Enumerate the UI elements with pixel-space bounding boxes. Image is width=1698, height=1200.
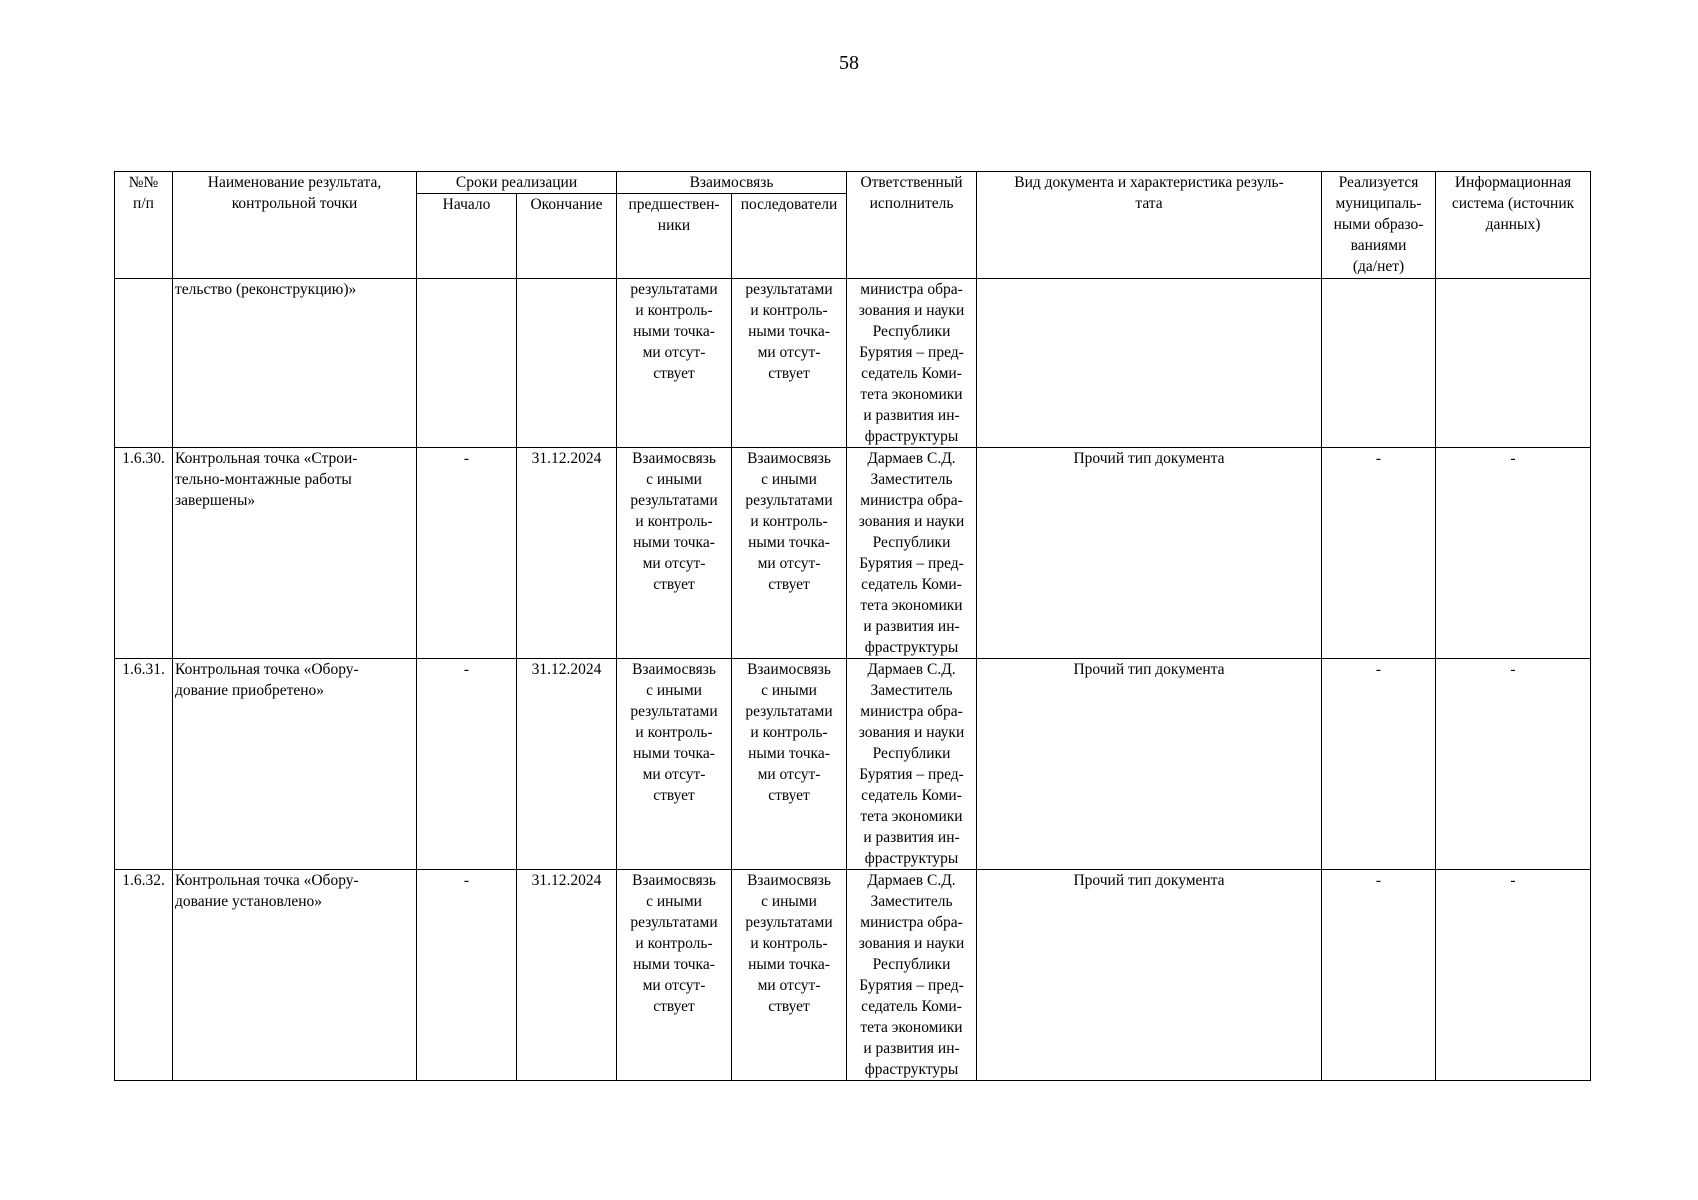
row-start: - xyxy=(417,870,517,1081)
row-doc-type: Прочий тип документа xyxy=(977,870,1322,1081)
header-start: Начало xyxy=(417,194,517,279)
header-end: Окончание xyxy=(517,194,617,279)
row-successors: Взаимосвязь с иными результатами и контроль- ными точка- ми отсут- ствует xyxy=(732,870,847,1081)
header-successors: последователи xyxy=(732,194,847,279)
row-municipal: - xyxy=(1322,448,1436,659)
table-row xyxy=(115,870,1591,1081)
header-doc-type: Вид документа и характеристика резуль- тата xyxy=(977,172,1322,279)
header-municipal: Реализуется муниципаль- ными образо- ваниями (да/нет) xyxy=(1322,172,1436,279)
row-predecessors: Взаимосвязь с иными результатами и контроль- ными точка- ми отсут- ствует xyxy=(617,870,732,1081)
row-name: тельство (реконструкцию)» xyxy=(173,279,417,448)
row-predecessors: Взаимосвязь с иными результатами и контроль- ными точка- ми отсут- ствует xyxy=(617,448,732,659)
row-successors: Взаимосвязь с иными результатами и контроль- ными точка- ми отсут- ствует xyxy=(732,448,847,659)
header-responsible: Ответственный исполнитель xyxy=(847,172,977,279)
header-name: Наименование результата, контрольной точки xyxy=(173,172,417,279)
row-predecessors: результатами и контроль- ными точка- ми отсут- ствует xyxy=(617,279,732,448)
row-predecessors: Взаимосвязь с иными результатами и контроль- ными точка- ми отсут- ствует xyxy=(617,659,732,870)
header-info-system: Информационная система (источник данных) xyxy=(1436,172,1591,279)
row-responsible: Дармаев С.Д. Заместитель министра обра- зования и науки Республики Бурятия – пред- седатель Коми- тета экономики и развития ин- фраструктуры xyxy=(847,659,977,870)
row-num: 1.6.32. xyxy=(115,870,173,1081)
row-info-system: - xyxy=(1436,448,1591,659)
table-row xyxy=(115,659,1591,870)
header-terms: Сроки реализации xyxy=(417,172,617,194)
row-name: Контрольная точка «Обору- дование приобретено» xyxy=(173,659,417,870)
row-responsible: Дармаев С.Д. Заместитель министра обра- зования и науки Республики Бурятия – пред- седатель Коми- тета экономики и развития ин- фраструктуры xyxy=(847,870,977,1081)
row-successors: результатами и контроль- ными точка- ми отсут- ствует xyxy=(732,279,847,448)
row-doc-type: Прочий тип документа xyxy=(977,659,1322,870)
table-row xyxy=(115,279,1591,448)
row-num: 1.6.30. xyxy=(115,448,173,659)
header-predecessors: предшествен- ники xyxy=(617,194,732,279)
row-end xyxy=(517,279,617,448)
row-info-system: - xyxy=(1436,659,1591,870)
row-start xyxy=(417,279,517,448)
row-doc-type xyxy=(977,279,1322,448)
row-end: 31.12.2024 xyxy=(517,870,617,1081)
row-municipal: - xyxy=(1322,659,1436,870)
row-num: 1.6.31. xyxy=(115,659,173,870)
table-row xyxy=(115,448,1591,659)
row-start: - xyxy=(417,659,517,870)
row-name: Контрольная точка «Строи- тельно-монтажные работы завершены» xyxy=(173,448,417,659)
row-end: 31.12.2024 xyxy=(517,448,617,659)
header-num: №№ п/п xyxy=(115,172,173,279)
row-municipal xyxy=(1322,279,1436,448)
row-municipal: - xyxy=(1322,870,1436,1081)
results-table xyxy=(114,171,1591,1081)
row-name: Контрольная точка «Обору- дование установлено» xyxy=(173,870,417,1081)
row-num xyxy=(115,279,173,448)
row-responsible: министра обра- зования и науки Республики Бурятия – пред- седатель Коми- тета экономики и развития ин- фраструктуры xyxy=(847,279,977,448)
row-responsible: Дармаев С.Д. Заместитель министра обра- зования и науки Республики Бурятия – пред- седатель Коми- тета экономики и развития ин- фраструктуры xyxy=(847,448,977,659)
row-doc-type: Прочий тип документа xyxy=(977,448,1322,659)
row-info-system: - xyxy=(1436,870,1591,1081)
header-relation: Взаимосвязь xyxy=(617,172,847,194)
row-end: 31.12.2024 xyxy=(517,659,617,870)
table-header xyxy=(115,172,1591,279)
row-info-system xyxy=(1436,279,1591,448)
row-start: - xyxy=(417,448,517,659)
row-successors: Взаимосвязь с иными результатами и контроль- ными точка- ми отсут- ствует xyxy=(732,659,847,870)
page-number: 58 xyxy=(839,52,859,74)
